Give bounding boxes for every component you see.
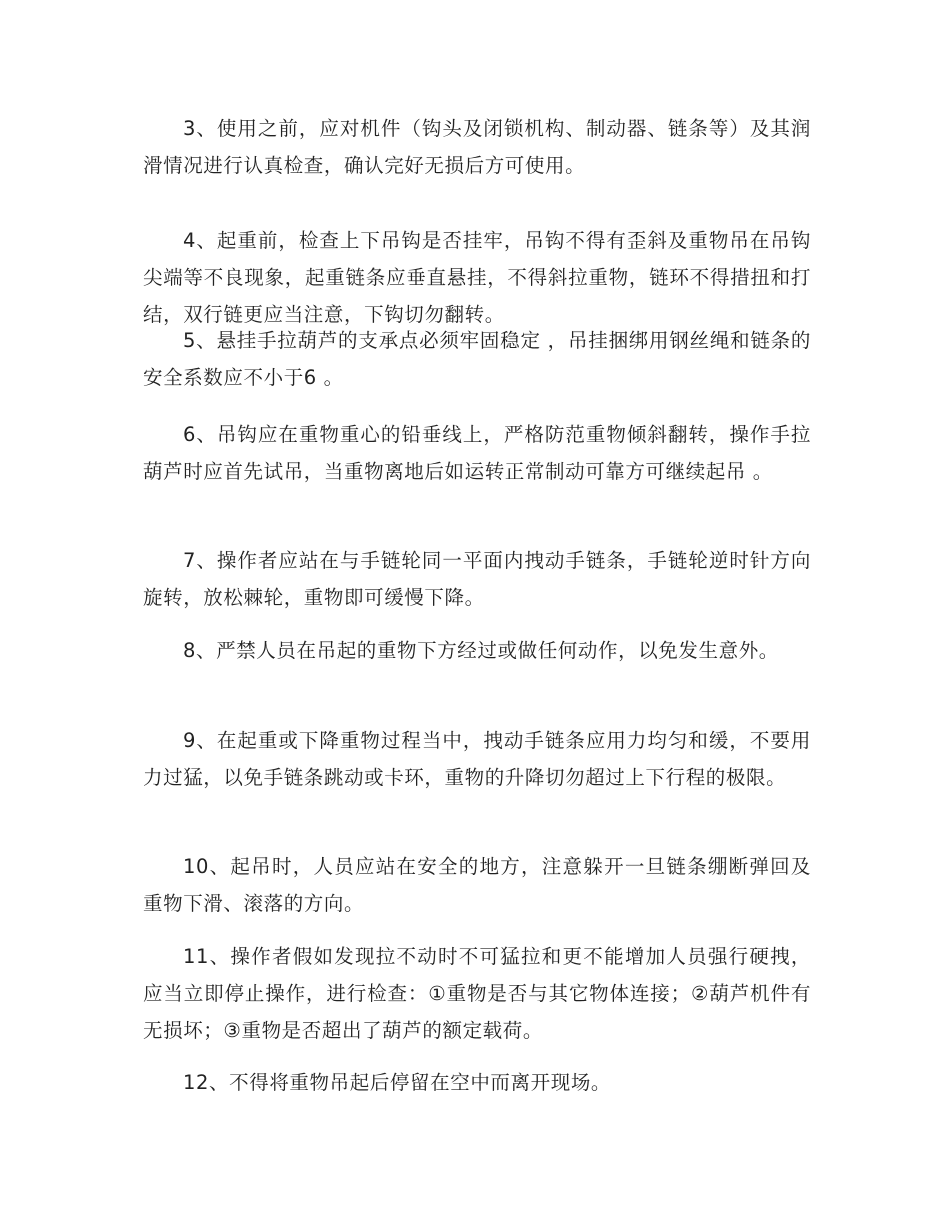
paragraph-item-4: 4、起重前，检查上下吊钩是否挂牢，吊钩不得有歪斜及重物吊在吊钩尖端等不良现象，起重链条应垂直悬挂，不得斜拉重物，链环不得措扭和打结，双行链更应当注意，下钩切勿翻转。 xyxy=(143,229,811,326)
paragraph-item-3: 3、使用之前，应对机件（钩头及闭锁机构、制动器、链条等）及其润滑情况进行认真检查，确认完好无损后方可使用。 xyxy=(143,117,811,177)
paragraph-item-9: 9、在起重或下降重物过程当中，拽动手链条应用力均匀和缓，不要用力过猛，以免手链条跳动或卡环，重物的升降切勿超过上下行程的极限。 xyxy=(143,729,811,789)
paragraph-item-8: 8、严禁人员在吊起的重物下方经过或做任何动作，以免发生意外。 xyxy=(183,639,779,662)
paragraph-item-5: 5、悬挂手拉葫芦的支承点必须牢固稳定 ，吊挂捆绑用钢丝绳和链条的安全系数应不小于6 。 xyxy=(143,329,811,389)
paragraph-item-7: 7、操作者应站在与手链轮同一平面内拽动手链条，手链轮逆时针方向旋转，放松棘轮，重物即可缓慢下降。 xyxy=(143,549,811,609)
paragraph-item-12: 12、不得将重物吊起后停留在空中而离开现场。 xyxy=(183,1071,612,1094)
paragraph-item-11: 11、操作者假如发现拉不动时不可猛拉和更不能增加人员强行硬拽，应当立即停止操作，进行检查：①重物是否与其它物体连接；②葫芦机件有无损坏；③重物是否超出了葫芦的额定载荷。 xyxy=(143,945,811,1042)
paragraph-item-6: 6、吊钩应在重物重心的铅垂线上，严格防范重物倾斜翻转，操作手拉葫芦时应首先试吊，当重物离地后如运转正常制动可靠方可继续起吊 。 xyxy=(143,423,811,483)
paragraph-item-10: 10、起吊时，人员应站在安全的地方，注意躲开一旦链条绷断弹回及重物下滑、滚落的方向。 xyxy=(143,855,811,915)
